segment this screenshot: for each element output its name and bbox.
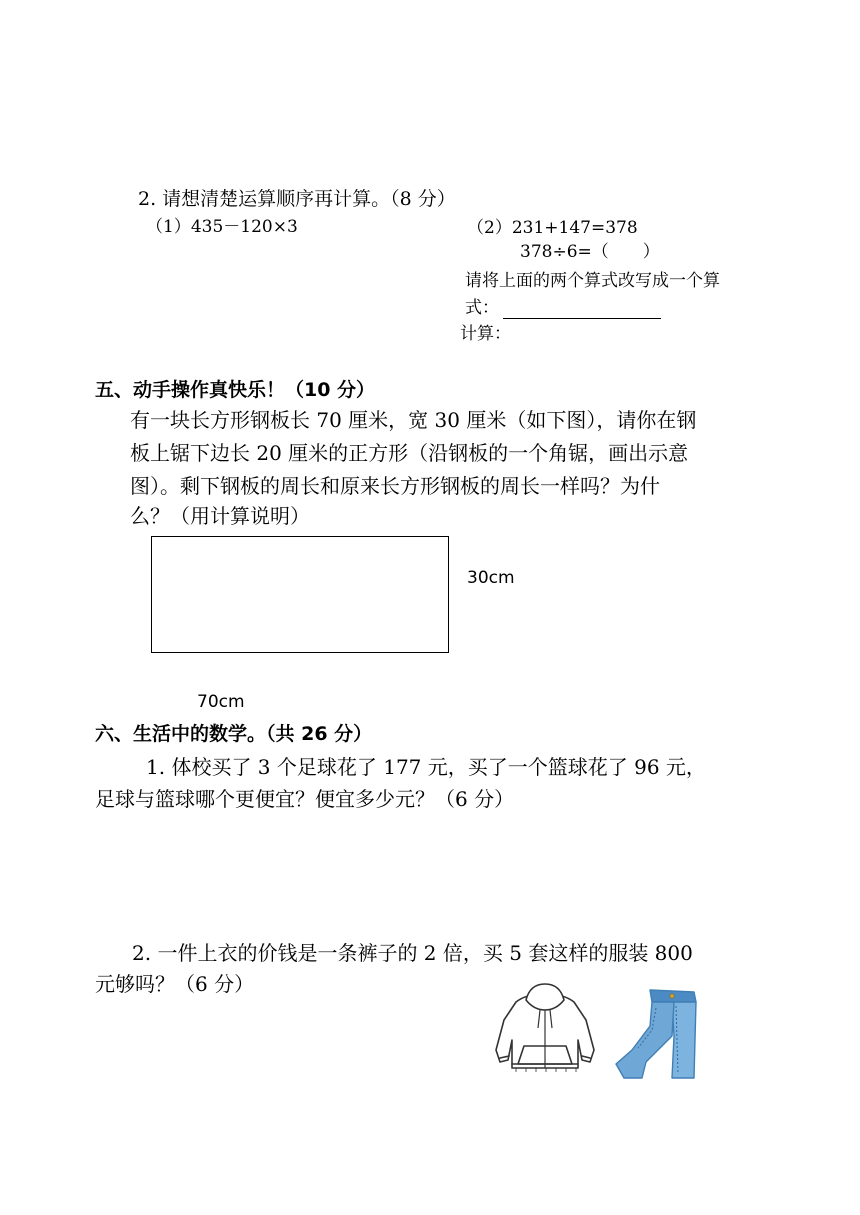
- section6-q1-line2: 足球与篮球哪个更便宜？便宜多少元？（6 分）: [95, 787, 515, 811]
- q2-instruction-label: 式：: [465, 298, 499, 318]
- section6-q2-line1: 2. 一件上衣的价钱是一条裤子的 2 倍，买 5 套这样的服装 800: [132, 941, 693, 965]
- section5-line3: 图）。剩下钢板的周长和原来长方形钢板的周长一样吗？为什: [130, 474, 660, 498]
- q2-calc-label: 计算：: [460, 324, 511, 344]
- hoodie-icon: [486, 980, 604, 1080]
- q2-part2-line1: （2）231+147=378: [467, 218, 638, 238]
- q2-part1: （1）435－120×3: [146, 217, 298, 237]
- q2-instruction-line2: [465, 297, 661, 319]
- section5-line1: 有一块长方形钢板长 70 厘米，宽 30 厘米（如下图），请你在钢: [130, 408, 697, 432]
- section6-q2-line2: 元够吗？（6 分）: [95, 972, 255, 996]
- width-label: 30cm: [467, 568, 515, 588]
- length-label: 70cm: [197, 692, 245, 712]
- q2-instruction-line1: 请将上面的两个算式改写成一个算: [465, 271, 720, 291]
- q2-heading: 2. 请想清楚运算顺序再计算。（8 分）: [138, 188, 456, 210]
- section5-heading: 五、动手操作真快乐！（10 分）: [95, 379, 376, 401]
- q2-part2-line2: 378÷6=（ ）: [520, 242, 660, 262]
- section5-line4: 么？（用计算说明）: [130, 504, 310, 528]
- section5-line2: 板上锯下边长 20 厘米的正方形（沿钢板的一个角锯，画出示意: [130, 441, 689, 465]
- jeans-icon: [612, 986, 702, 1082]
- section6-heading: 六、生活中的数学。（共 26 分）: [95, 723, 373, 745]
- answer-blank[interactable]: [503, 302, 661, 319]
- steel-plate-rectangle: [151, 536, 449, 653]
- section6-q1-line1: 1. 体校买了 3 个足球花了 177 元，买了一个篮球花了 96 元，: [146, 755, 706, 779]
